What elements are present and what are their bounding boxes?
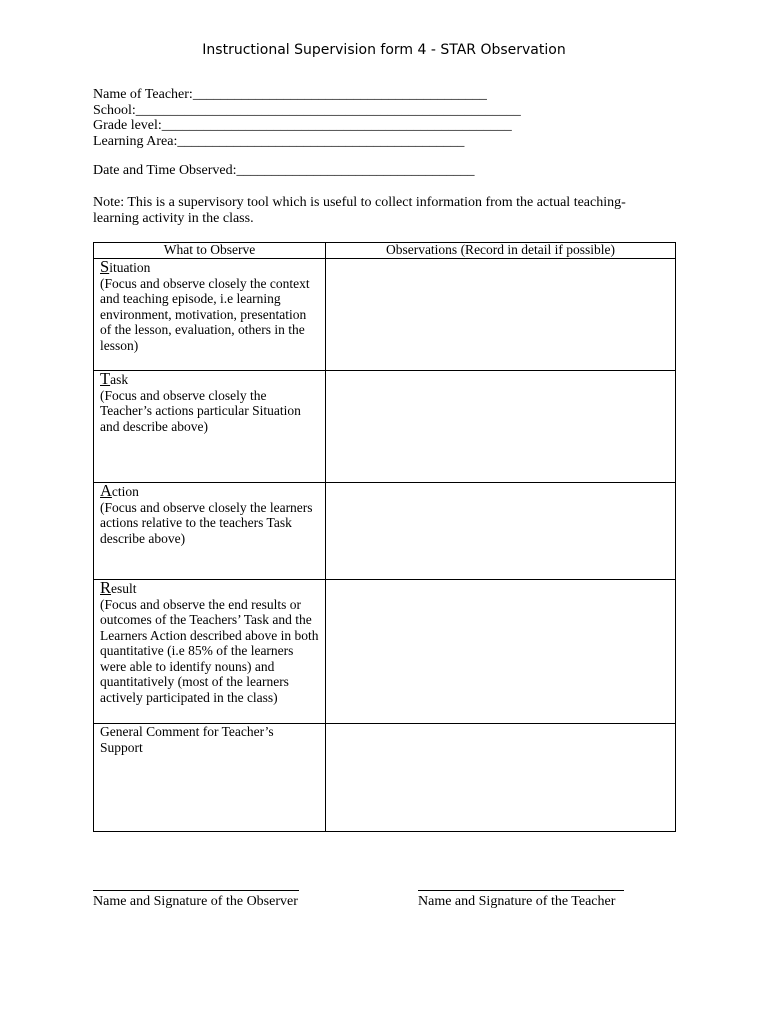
situation-criteria-cell [94,259,326,371]
result-observation-cell[interactable] [326,580,676,724]
teacher-signature-block [418,890,624,910]
teacher-signature-line[interactable] [418,890,624,891]
school-field[interactable]: School:_______________________________________________________ [93,102,521,118]
form-title: Instructional Supervision form 4 - STAR Observation [202,42,566,58]
action-initial: A [100,481,112,500]
task-label: ask [110,372,129,387]
action-description: (Focus and observe closely the learners actions relative to the teachers Task describe above) [100,499,313,546]
date-time-field[interactable]: Date and Time Observed:__________________________________ [93,163,475,178]
action-criteria-cell [94,483,326,580]
situation-description: (Focus and observe closely the context and teaching episode, i.e learning environment, motivation, presentation of the lesson, evaluation, others in the lesson) [100,275,310,353]
situation-observation-cell[interactable] [326,259,676,371]
teacher-name-field[interactable]: Name of Teacher:__________________________________________ [93,87,487,102]
table-row-result [94,580,676,724]
result-criteria-cell [94,580,326,724]
observer-signature-block [93,890,299,910]
teacher-info-fields [93,87,693,149]
result-label: esult [111,581,137,596]
general-comment-label: General Comment for Teacher’s Support [94,724,326,832]
learning-area-field[interactable]: Learning Area:_________________________________________ [93,133,465,149]
task-criteria-cell [94,371,326,483]
table-row-general-comment [94,724,676,832]
table-row-task [94,371,676,483]
action-label: ction [111,484,139,499]
result-initial: R [100,578,112,597]
task-initial: T [100,369,111,388]
task-description: (Focus and observe closely the Teacher’s actions particular Situation and describe above) [100,387,301,434]
note-text: Note: This is a supervisory tool which is useful to collect information from the actual teaching-learning activity in the class. [93,195,626,226]
header-observations: Observations (Record in detail if possible) [326,243,676,259]
action-observation-cell[interactable] [326,483,676,580]
grade-level-field[interactable]: Grade level:__________________________________________________ [93,118,512,133]
table-row-action [94,483,676,580]
task-observation-cell[interactable] [326,371,676,483]
observer-signature-line[interactable] [93,890,299,891]
table-header-row [94,243,676,259]
result-description: (Focus and observe the end results or outcomes of the Teachers’ Task and the Learners Action described above in both quantitative (i.e 85% of the learners were able to identify nouns) and quantitatively (most of the learners actively participated in the class) [100,596,319,705]
teacher-signature-label: Name and Signature of the Teacher [418,894,616,909]
table-row-situation [94,259,676,371]
header-what-to-observe: What to Observe [94,243,326,259]
star-observation-table [93,242,676,832]
general-comment-cell[interactable] [326,724,676,832]
situation-initial: S [100,257,110,276]
situation-label: ituation [109,260,151,275]
observer-signature-label: Name and Signature of the Observer [93,894,298,909]
